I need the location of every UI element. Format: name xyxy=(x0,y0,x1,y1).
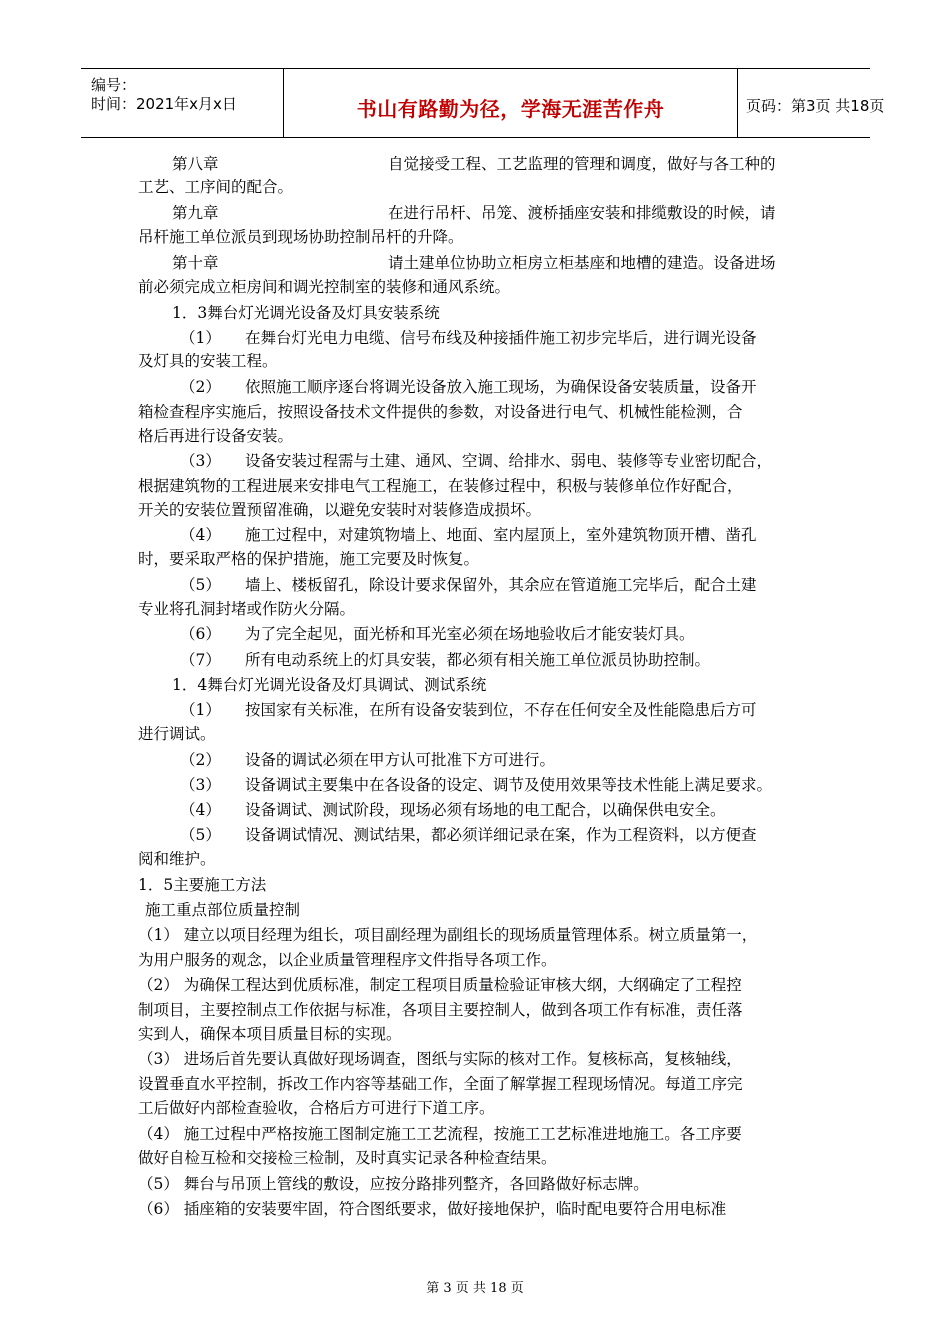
text-line: 施工过程中，对建筑物墙上、地面、室内屋顶上，室外建筑物顶开槽、凿孔 xyxy=(245,526,757,544)
header-motto: 书山有路勤为径，学海无涯苦作舟 xyxy=(356,97,665,121)
text-line: （1） xyxy=(180,329,221,347)
text-line: （5） 舞台与吊顶上管线的敷设，应按分路排列整齐，各回路做好标志牌。 xyxy=(138,1175,649,1193)
text-line: 根据建筑物的工程进展来安排电气工程施工，在装修过程中，积极与装修单位作好配合， xyxy=(138,477,743,495)
text-line: （1） xyxy=(180,701,221,719)
text-line: 阅和维护。 xyxy=(138,850,216,868)
text-line: 1．4舞台灯光调光设备及灯具调试、测试系统 xyxy=(172,676,487,694)
text-line: （4） 施工过程中严格按施工图制定施工工艺流程，按施工工艺标准进地施工。各工序要 xyxy=(138,1125,742,1143)
text-line: （5） xyxy=(180,576,221,594)
header-info-cell xyxy=(81,69,284,137)
text-line: 施工重点部位质量控制 xyxy=(145,901,301,919)
page-header xyxy=(81,68,885,138)
text-line: 工艺、工序间的配合。 xyxy=(138,178,294,196)
text-line: （4） xyxy=(180,526,221,544)
text-line: 在舞台灯光电力电缆、信号布线及种接插件施工初步完毕后，进行调光设备 xyxy=(245,329,757,347)
text-line: （2） 为确保工程达到优质标准，制定工程项目质量检验证审核大纲，大纲确定了工程控 xyxy=(138,976,742,994)
text-line: 在进行吊杆、吊笼、渡桥插座安装和排缆敷设的时候，请 xyxy=(388,204,776,222)
text-line: 设置垂直水平控制，拆改工作内容等基础工作，全面了解掌握工程现场情况。每道工序完 xyxy=(138,1075,743,1093)
document-date-label: 时间：2021年x月x日 xyxy=(91,95,237,113)
text-line: 为了完全起见，面光桥和耳光室必须在场地验收后才能安装灯具。 xyxy=(245,625,695,643)
text-line: （4） xyxy=(180,801,221,819)
text-line: （3） 进场后首先要认真做好现场调查，图纸与实际的核对工作。复核标高，复核轴线， xyxy=(138,1050,742,1068)
text-line: 设备的调试必须在甲方认可批准下方可进行。 xyxy=(245,751,556,769)
header-page-number: 页码：第3页 共18页 xyxy=(746,97,885,115)
text-line: 为用户服务的观念，以企业质量管理程序文件指导各项工作。 xyxy=(138,951,557,969)
text-line: （2） xyxy=(180,378,221,396)
text-line: 请土建单位协助立柜房立柜基座和地槽的建造。设备进场 xyxy=(388,254,776,272)
text-line: 第八章 xyxy=(172,155,219,173)
text-line: 工后做好内部检查验收，合格后方可进行下道工序。 xyxy=(138,1099,495,1117)
text-line: 墙上、楼板留孔，除设计要求保留外，其余应在管道施工完毕后，配合土建 xyxy=(245,576,757,594)
text-line: （5） xyxy=(180,826,221,844)
text-line: 时，要采取严格的保护措施，施工完要及时恢复。 xyxy=(138,550,480,568)
text-line: （2） xyxy=(180,751,221,769)
text-line: （3） xyxy=(180,452,221,470)
text-line: 按国家有关标准，在所有设备安装到位，不存在任何安全及性能隐患后方可 xyxy=(245,701,757,719)
header-motto-cell xyxy=(284,69,738,137)
text-line: 实到人，确保本项目质量目标的实现。 xyxy=(138,1025,402,1043)
text-line: 吊杆施工单位派员到现场协助控制吊杆的升降。 xyxy=(138,228,464,246)
text-line: 设备调试主要集中在各设备的设定、调节及使用效果等技术性能上满足要求。 xyxy=(245,776,773,794)
text-line: （6） xyxy=(180,625,221,643)
page-footer: 第 3 页 共 18 页 xyxy=(426,1281,524,1296)
text-line: 设备调试情况、测试结果，都必须详细记录在案，作为工程资料，以方便查 xyxy=(245,826,757,844)
text-line: 依照施工顺序逐台将调光设备放入施工现场，为确保设备安装质量，设备开 xyxy=(245,378,757,396)
text-line: （3） xyxy=(180,776,221,794)
text-line: 1．3舞台灯光调光设备及灯具安装系统 xyxy=(172,304,440,322)
document-number-label: 编号： xyxy=(91,76,137,94)
text-line: 设备安装过程需与土建、通风、空调、给排水、弱电、装修等专业密切配合， xyxy=(245,452,773,470)
text-line: 设备调试、测试阶段，现场必须有场地的电工配合，以确保供电安全。 xyxy=(245,801,726,819)
text-line: （7） xyxy=(180,651,221,669)
text-line: 格后再进行设备安装。 xyxy=(138,427,294,445)
text-line: 箱检查程序实施后，按照设备技术文件提供的参数，对设备进行电气、机械性能检测，合 xyxy=(138,403,743,421)
text-line: 做好自检互检和交接检三检制，及时真实记录各种检查结果。 xyxy=(138,1149,557,1167)
text-line: 专业将孔洞封堵或作防火分隔。 xyxy=(138,600,356,618)
text-line: 第十章 xyxy=(172,254,219,272)
text-line: （1） 建立以项目经理为组长，项目副经理为副组长的现场质量管理体系。树立质量第一， xyxy=(138,926,758,944)
text-line: 1．5主要施工方法 xyxy=(138,876,267,894)
text-line: 制项目，主要控制点工作依据与标准，各项目主要控制人，做到各项工作有标准，责任落 xyxy=(138,1001,743,1019)
text-line: 所有电动系统上的灯具安装，都必须有相关施工单位派员协助控制。 xyxy=(245,651,711,669)
header-page-cell xyxy=(738,69,885,137)
text-line: 及灯具的安装工程。 xyxy=(138,352,278,370)
text-line: 进行调试。 xyxy=(138,725,216,743)
text-line: 自觉接受工程、工艺监理的管理和调度，做好与各工种的 xyxy=(388,155,776,173)
text-line: 前必须完成立柜房间和调光控制室的装修和通风系统。 xyxy=(138,278,511,296)
text-line: 第九章 xyxy=(172,204,219,222)
text-line: （6） 插座箱的安装要牢固，符合图纸要求，做好接地保护，临时配电要符合用电标准 xyxy=(138,1200,727,1218)
text-line: 开关的安装位置预留准确，以避免安装时对装修造成损坏。 xyxy=(138,501,542,519)
